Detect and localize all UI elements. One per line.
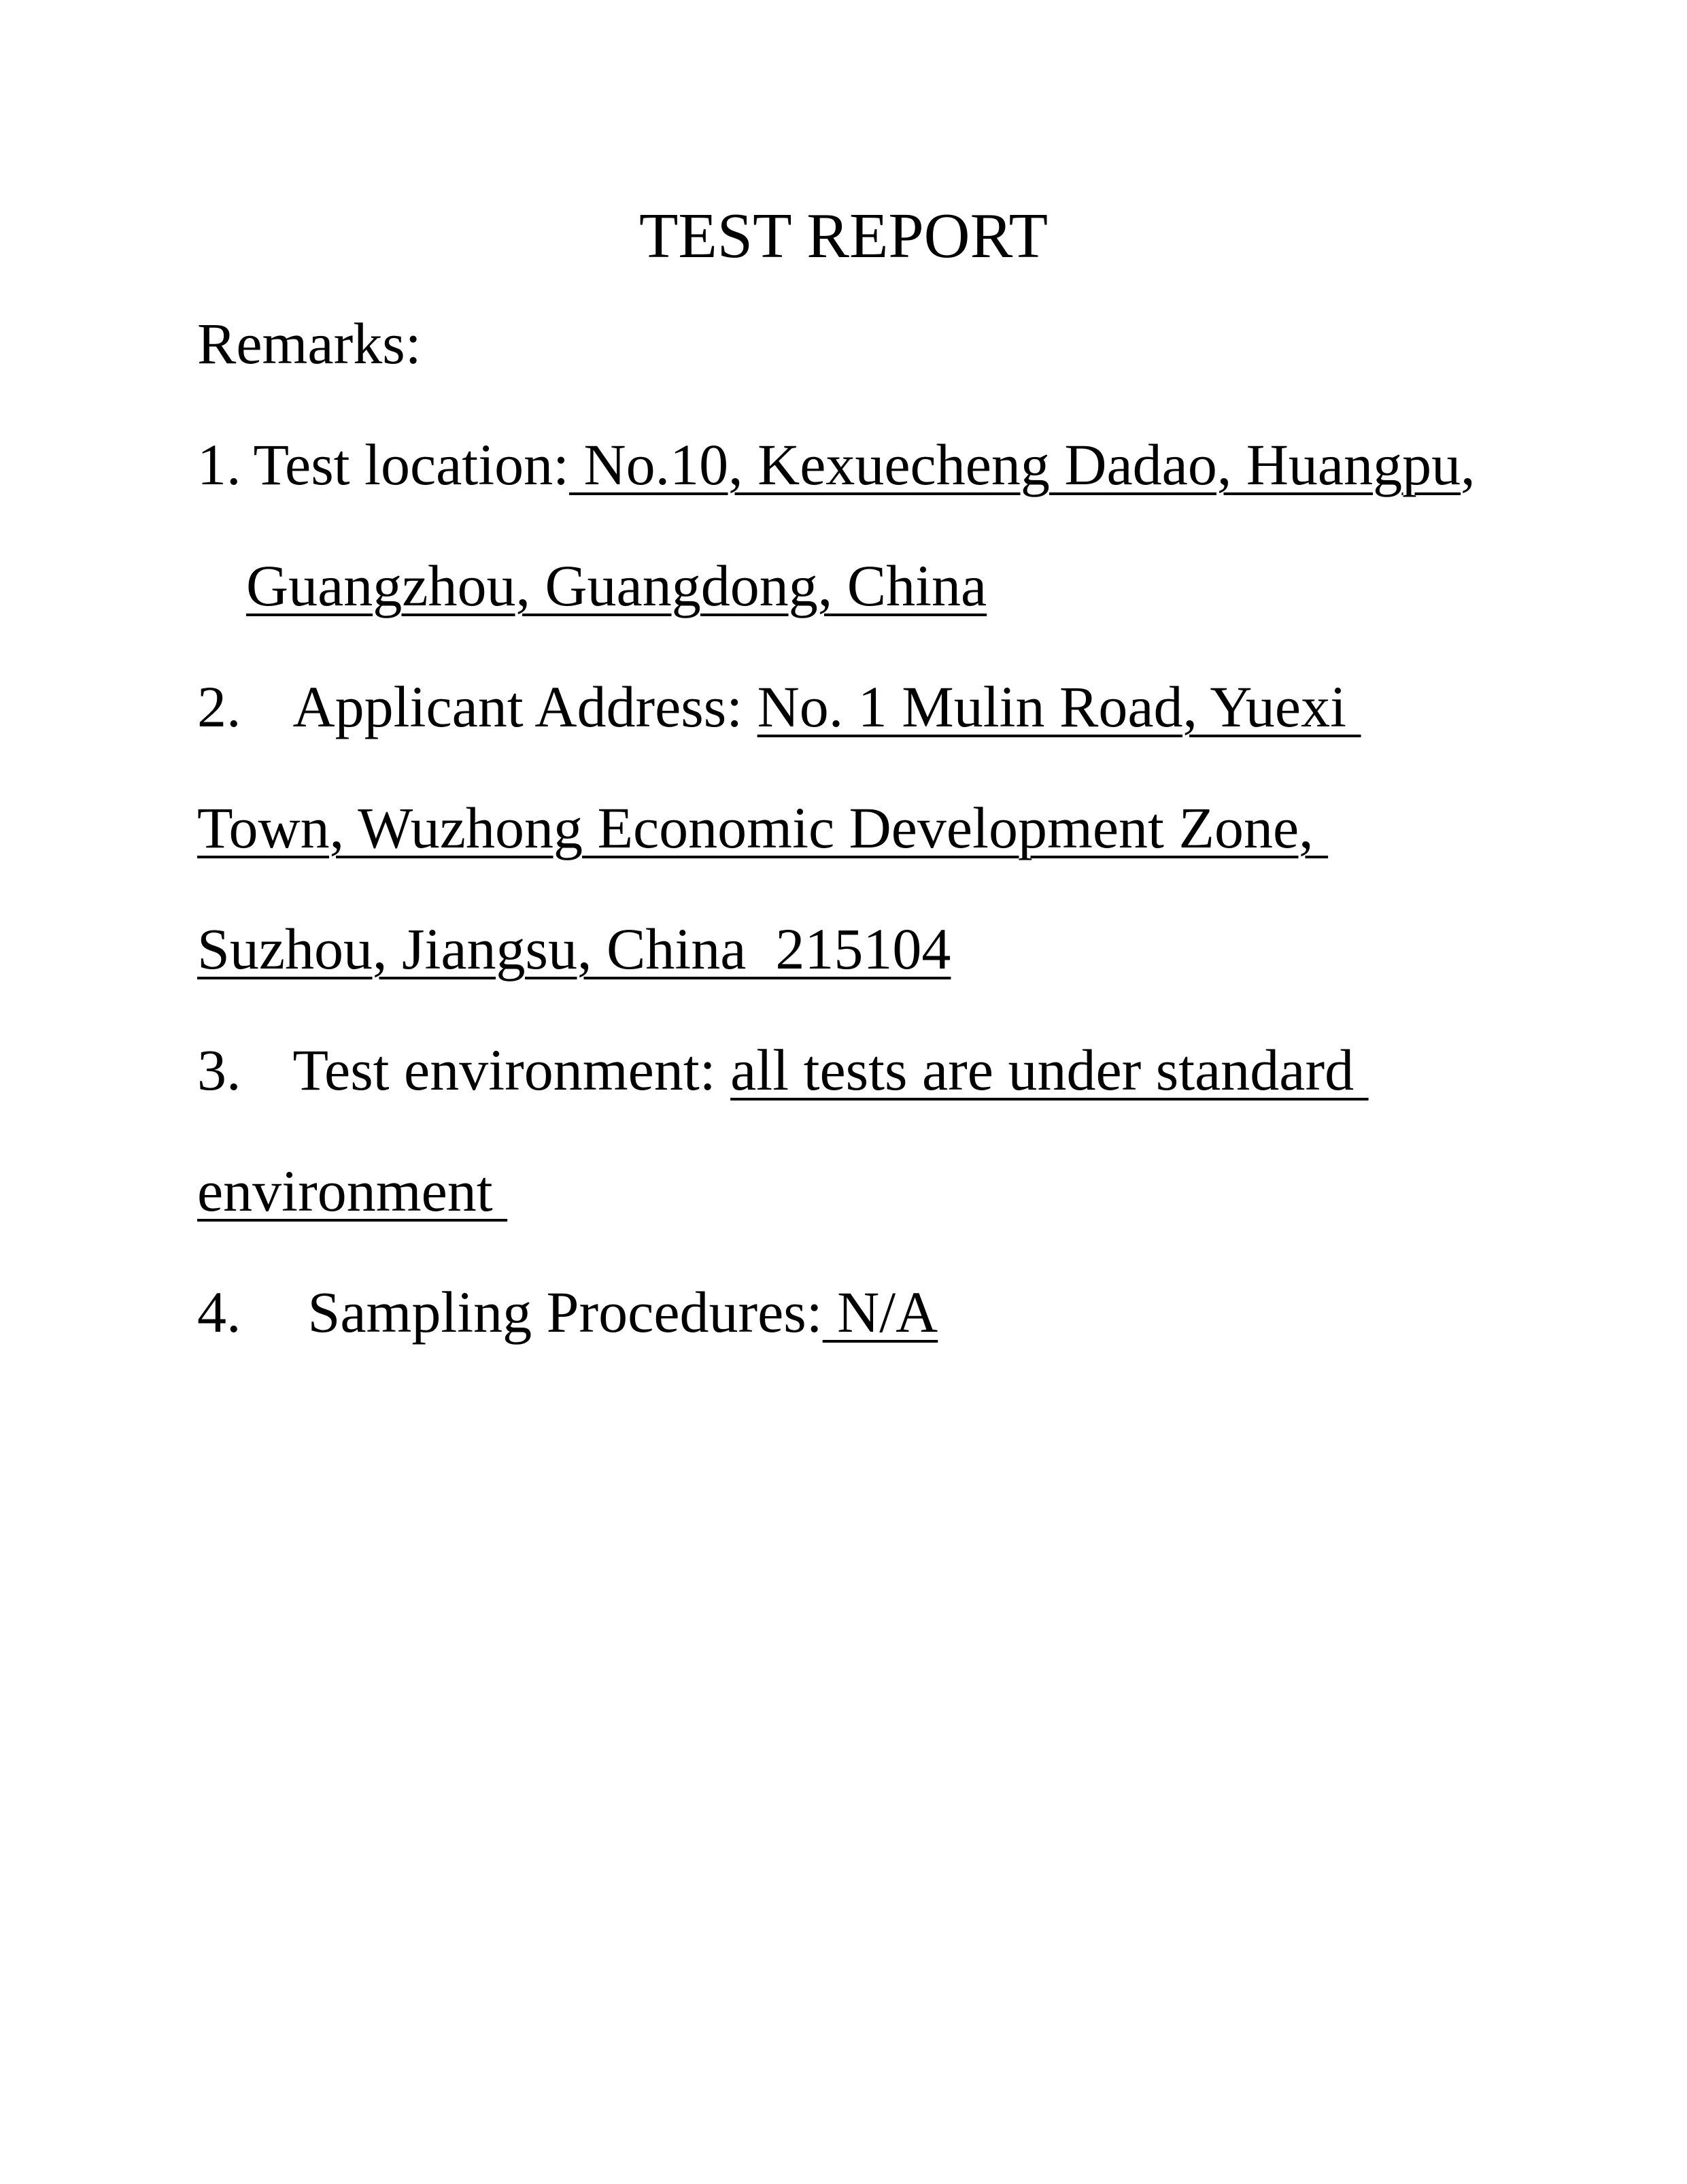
item-number: 1. <box>197 432 241 497</box>
item-label: Test location: <box>253 432 569 497</box>
item-label: Applicant Address: <box>292 674 757 739</box>
page-title: TEST REPORT <box>638 201 1049 271</box>
remark-item-3-continued <box>197 1158 508 1224</box>
item-label: Sampling Procedures: <box>307 1279 823 1345</box>
item-value: Town, Wuzhong Economic Development Zone, <box>197 795 1329 860</box>
item-value: Guangzhou, Guangdong, China <box>246 553 987 618</box>
remark-item-3 <box>197 1037 1369 1103</box>
remark-item-2-continued <box>197 795 1329 860</box>
remark-item-1 <box>197 432 1476 497</box>
item-value: N/A <box>822 1279 938 1345</box>
item-trailing-punctuation: , <box>1461 432 1476 497</box>
item-value: No.10, Kexuecheng Dadao, Huangpu <box>568 432 1461 497</box>
item-value: environment <box>197 1158 508 1224</box>
remarks-heading: Remarks: <box>197 311 422 376</box>
remark-item-4 <box>197 1279 938 1345</box>
remark-item-2 <box>197 674 1361 739</box>
item-value: all tests are under standard <box>730 1037 1369 1103</box>
remark-item-1-continued <box>246 553 987 618</box>
item-number: 4. <box>197 1279 241 1345</box>
item-number: 2. <box>197 674 241 739</box>
item-value: No. 1 Mulin Road, Yuexi <box>757 674 1361 739</box>
remark-item-2-continued <box>197 916 951 981</box>
item-value: Suzhou, Jiangsu, China 215104 <box>197 916 951 981</box>
item-label: Test environment: <box>292 1037 731 1103</box>
item-number: 3. <box>197 1037 241 1103</box>
